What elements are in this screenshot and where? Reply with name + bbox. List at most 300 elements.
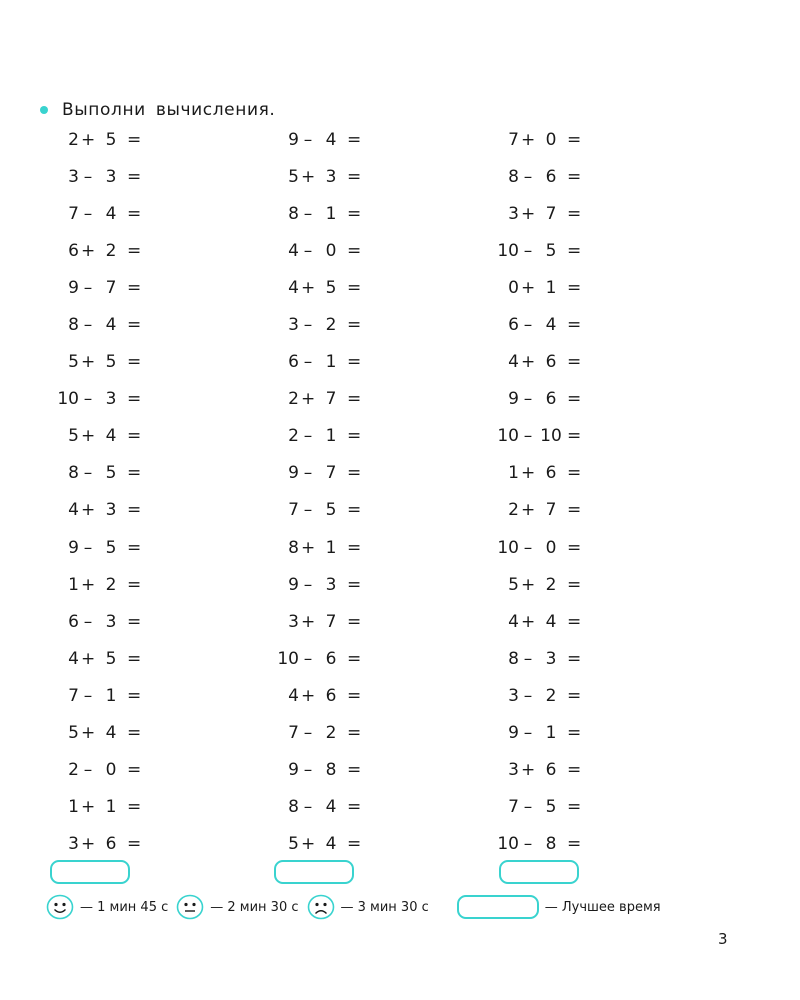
operand-b: 6 <box>545 463 557 484</box>
exercise-row <box>483 715 633 752</box>
operand-a: 10 <box>497 240 519 261</box>
operator: – <box>83 760 93 781</box>
exercise-row <box>483 752 633 789</box>
exercise-row <box>263 195 413 232</box>
operator: – <box>523 537 533 558</box>
equals-sign: = <box>567 797 582 818</box>
exercise-row <box>263 752 413 789</box>
operator: – <box>523 723 533 744</box>
sad-face-icon <box>307 894 335 920</box>
exercise-row <box>263 121 413 158</box>
exercise-row <box>263 715 413 752</box>
equals-sign: = <box>567 500 582 521</box>
equals-sign: = <box>347 797 362 818</box>
operand-b: 6 <box>545 389 557 410</box>
equals-sign: = <box>127 537 142 558</box>
time-box-column-1[interactable] <box>50 860 130 884</box>
operand-a: 7 <box>288 723 299 744</box>
operator: + <box>81 352 96 373</box>
equals-sign: = <box>567 277 582 298</box>
operator: – <box>83 315 93 336</box>
operand-a: 1 <box>68 797 79 818</box>
equals-sign: = <box>347 426 362 447</box>
exercise-row <box>483 232 633 269</box>
operator: + <box>521 760 536 781</box>
operand-a: 10 <box>57 389 79 410</box>
exercise-row <box>43 566 193 603</box>
operator: – <box>83 611 93 632</box>
best-time-box[interactable] <box>457 895 539 919</box>
operand-b: 0 <box>545 537 557 558</box>
operand-a: 6 <box>68 240 79 261</box>
operator: – <box>303 463 313 484</box>
equals-sign: = <box>347 389 362 410</box>
operand-b: 2 <box>545 685 557 706</box>
operand-b: 7 <box>325 463 337 484</box>
operand-a: 2 <box>68 760 79 781</box>
exercise-row <box>483 603 633 640</box>
operator: – <box>303 500 313 521</box>
operand-b: 0 <box>105 760 117 781</box>
operand-a: 2 <box>288 426 299 447</box>
legend-neutral-text: — 2 мин 30 с <box>210 899 299 915</box>
exercise-row <box>263 677 413 714</box>
operand-b: 2 <box>545 574 557 595</box>
operand-b: 1 <box>545 723 557 744</box>
operand-b: 7 <box>325 389 337 410</box>
equals-sign: = <box>127 352 142 373</box>
task-header <box>40 98 275 122</box>
operand-b: 7 <box>105 277 117 298</box>
exercise-row <box>43 677 193 714</box>
exercise-row <box>483 455 633 492</box>
operand-b: 3 <box>105 611 117 632</box>
operand-b: 2 <box>325 723 337 744</box>
equals-sign: = <box>347 834 362 855</box>
equals-sign: = <box>127 574 142 595</box>
operand-a: 10 <box>277 648 299 669</box>
equals-sign: = <box>127 426 142 447</box>
operator: + <box>81 648 96 669</box>
operand-b: 5 <box>105 463 117 484</box>
operand-a: 7 <box>68 685 79 706</box>
operand-b: 1 <box>325 426 337 447</box>
operand-b: 7 <box>545 500 557 521</box>
neutral-face-icon <box>176 894 204 920</box>
equals-sign: = <box>567 352 582 373</box>
operator: + <box>521 277 536 298</box>
exercise-row <box>263 232 413 269</box>
operand-a: 8 <box>68 463 79 484</box>
operator: – <box>83 463 93 484</box>
exercise-row <box>263 566 413 603</box>
operand-a: 3 <box>508 203 519 224</box>
operand-b: 3 <box>105 389 117 410</box>
operator: – <box>83 277 93 298</box>
operator: + <box>81 500 96 521</box>
legend-item-happy <box>46 894 168 920</box>
exercise-row <box>43 344 193 381</box>
equals-sign: = <box>347 611 362 632</box>
operand-b: 2 <box>325 315 337 336</box>
equals-sign: = <box>347 685 362 706</box>
operand-b: 7 <box>545 203 557 224</box>
exercise-row <box>43 158 193 195</box>
operator: + <box>521 500 536 521</box>
operand-a: 3 <box>508 685 519 706</box>
exercise-row <box>483 158 633 195</box>
equals-sign: = <box>567 463 582 484</box>
operand-b: 1 <box>325 352 337 373</box>
operand-b: 4 <box>105 426 117 447</box>
operand-b: 10 <box>540 426 562 447</box>
legend-item-sad <box>307 894 429 920</box>
equals-sign: = <box>567 834 582 855</box>
operand-b: 5 <box>105 129 117 150</box>
exercise-row <box>43 529 193 566</box>
operand-a: 2 <box>508 500 519 521</box>
exercise-row <box>43 195 193 232</box>
operand-a: 10 <box>497 426 519 447</box>
equals-sign: = <box>567 315 582 336</box>
time-legend <box>46 894 661 920</box>
equals-sign: = <box>127 240 142 261</box>
operand-a: 9 <box>288 760 299 781</box>
operand-a: 8 <box>288 203 299 224</box>
operand-b: 5 <box>105 537 117 558</box>
operand-a: 5 <box>68 723 79 744</box>
exercise-row <box>43 752 193 789</box>
equals-sign: = <box>347 463 362 484</box>
exercise-row <box>483 344 633 381</box>
operator: + <box>521 203 536 224</box>
exercise-column-3 <box>483 121 633 863</box>
equals-sign: = <box>347 760 362 781</box>
legend-sad-text: — 3 мин 30 с <box>340 899 429 915</box>
operand-a: 9 <box>508 723 519 744</box>
operand-b: 4 <box>105 203 117 224</box>
operand-b: 8 <box>545 834 557 855</box>
operand-a: 5 <box>288 834 299 855</box>
equals-sign: = <box>127 611 142 632</box>
exercise-row <box>43 603 193 640</box>
operand-b: 3 <box>105 166 117 187</box>
operator: + <box>521 129 536 150</box>
exercise-row <box>263 492 413 529</box>
equals-sign: = <box>127 685 142 706</box>
best-time-label: — Лучшее время <box>544 899 661 915</box>
equals-sign: = <box>127 389 142 410</box>
equals-sign: = <box>347 203 362 224</box>
equals-sign: = <box>127 500 142 521</box>
operator: + <box>81 574 96 595</box>
operand-a: 8 <box>288 537 299 558</box>
operator: – <box>523 685 533 706</box>
equals-sign: = <box>347 277 362 298</box>
equals-sign: = <box>127 463 142 484</box>
equals-sign: = <box>347 166 362 187</box>
operand-a: 7 <box>508 129 519 150</box>
operator: – <box>83 203 93 224</box>
exercise-row <box>43 381 193 418</box>
exercise-column-1 <box>43 121 193 863</box>
exercise-row <box>483 121 633 158</box>
operator: + <box>301 277 316 298</box>
operator: – <box>303 352 313 373</box>
time-box-column-2[interactable] <box>274 860 354 884</box>
equals-sign: = <box>127 648 142 669</box>
equals-sign: = <box>567 426 582 447</box>
operator: + <box>81 723 96 744</box>
exercise-row <box>263 269 413 306</box>
operator: – <box>303 648 313 669</box>
equals-sign: = <box>127 723 142 744</box>
equals-sign: = <box>347 240 362 261</box>
exercise-row <box>483 492 633 529</box>
operator: – <box>303 315 313 336</box>
operator: + <box>301 537 316 558</box>
operand-b: 1 <box>545 277 557 298</box>
operand-b: 6 <box>545 166 557 187</box>
operator: – <box>523 797 533 818</box>
operand-a: 3 <box>68 166 79 187</box>
exercise-row <box>43 789 193 826</box>
exercise-row <box>483 677 633 714</box>
operand-b: 4 <box>325 834 337 855</box>
operand-a: 5 <box>288 166 299 187</box>
operand-b: 2 <box>105 574 117 595</box>
exercise-row <box>263 529 413 566</box>
equals-sign: = <box>347 723 362 744</box>
equals-sign: = <box>567 574 582 595</box>
operator: + <box>301 834 316 855</box>
exercise-row <box>43 121 193 158</box>
operand-b: 1 <box>325 203 337 224</box>
operand-a: 9 <box>68 277 79 298</box>
operand-b: 0 <box>545 129 557 150</box>
equals-sign: = <box>567 129 582 150</box>
exercise-row <box>263 789 413 826</box>
exercise-row <box>43 826 193 863</box>
exercise-row <box>263 158 413 195</box>
exercise-row <box>43 232 193 269</box>
operator: + <box>81 834 96 855</box>
operator: – <box>83 537 93 558</box>
operator: – <box>83 166 93 187</box>
operand-b: 5 <box>325 277 337 298</box>
exercise-row <box>263 826 413 863</box>
exercise-row <box>43 269 193 306</box>
exercise-row <box>263 455 413 492</box>
exercise-row <box>263 306 413 343</box>
exercise-row <box>43 640 193 677</box>
time-box-column-3[interactable] <box>499 860 579 884</box>
operand-b: 7 <box>325 611 337 632</box>
equals-sign: = <box>567 723 582 744</box>
operator: + <box>81 129 96 150</box>
equals-sign: = <box>347 574 362 595</box>
operand-a: 1 <box>508 463 519 484</box>
equals-sign: = <box>567 203 582 224</box>
equals-sign: = <box>347 352 362 373</box>
exercise-row <box>483 640 633 677</box>
operand-b: 6 <box>105 834 117 855</box>
operand-b: 5 <box>105 352 117 373</box>
equals-sign: = <box>567 166 582 187</box>
operand-a: 0 <box>508 277 519 298</box>
operator: + <box>81 240 96 261</box>
operator: – <box>83 389 93 410</box>
operator: + <box>81 797 96 818</box>
operand-b: 6 <box>545 760 557 781</box>
operand-b: 5 <box>545 797 557 818</box>
operand-a: 4 <box>508 611 519 632</box>
exercise-row <box>43 306 193 343</box>
operand-a: 2 <box>288 389 299 410</box>
operand-a: 3 <box>288 315 299 336</box>
operator: + <box>301 611 316 632</box>
operand-a: 6 <box>508 315 519 336</box>
equals-sign: = <box>347 648 362 669</box>
operand-a: 4 <box>288 685 299 706</box>
exercise-row <box>43 455 193 492</box>
equals-sign: = <box>347 315 362 336</box>
operator: – <box>303 203 313 224</box>
task-title: Выполни вычисления. <box>62 100 276 120</box>
exercise-row <box>263 344 413 381</box>
exercise-row <box>43 492 193 529</box>
operator: + <box>521 611 536 632</box>
operand-b: 2 <box>105 240 117 261</box>
exercise-row <box>43 715 193 752</box>
operand-a: 3 <box>508 760 519 781</box>
operand-a: 4 <box>508 352 519 373</box>
operand-a: 9 <box>508 389 519 410</box>
exercise-row <box>483 306 633 343</box>
operand-a: 9 <box>288 574 299 595</box>
equals-sign: = <box>347 537 362 558</box>
equals-sign: = <box>567 648 582 669</box>
operator: – <box>523 426 533 447</box>
operand-b: 6 <box>545 352 557 373</box>
operand-b: 3 <box>105 500 117 521</box>
page-number: 3 <box>718 930 728 948</box>
operand-a: 7 <box>508 797 519 818</box>
equals-sign: = <box>567 685 582 706</box>
operand-a: 8 <box>508 166 519 187</box>
exercise-row <box>483 529 633 566</box>
operand-b: 5 <box>545 240 557 261</box>
operator: – <box>523 834 533 855</box>
operator: – <box>303 574 313 595</box>
operand-a: 8 <box>508 648 519 669</box>
operator: – <box>523 315 533 336</box>
operand-a: 9 <box>68 537 79 558</box>
operand-a: 9 <box>288 463 299 484</box>
exercise-row <box>483 269 633 306</box>
operand-b: 4 <box>325 797 337 818</box>
exercise-row <box>483 826 633 863</box>
equals-sign: = <box>567 537 582 558</box>
operand-a: 10 <box>497 537 519 558</box>
operator: + <box>301 685 316 706</box>
operand-b: 4 <box>105 723 117 744</box>
exercise-column-2 <box>263 121 413 863</box>
equals-sign: = <box>347 129 362 150</box>
operand-a: 7 <box>288 500 299 521</box>
equals-sign: = <box>127 315 142 336</box>
exercise-row <box>483 195 633 232</box>
operand-b: 6 <box>325 648 337 669</box>
operand-b: 4 <box>545 315 557 336</box>
legend-happy-text: — 1 мин 45 с <box>80 899 169 915</box>
bullet-icon <box>40 106 48 114</box>
equals-sign: = <box>127 760 142 781</box>
operator: + <box>301 389 316 410</box>
operand-a: 5 <box>508 574 519 595</box>
operand-b: 1 <box>105 797 117 818</box>
exercise-row <box>263 381 413 418</box>
exercise-row <box>43 418 193 455</box>
operand-b: 3 <box>545 648 557 669</box>
happy-face-icon <box>46 894 74 920</box>
operator: – <box>83 685 93 706</box>
operand-b: 3 <box>325 574 337 595</box>
operator: – <box>523 240 533 261</box>
exercise-row <box>483 418 633 455</box>
operand-a: 4 <box>288 277 299 298</box>
operand-b: 4 <box>325 129 337 150</box>
equals-sign: = <box>127 797 142 818</box>
operator: – <box>303 129 313 150</box>
exercise-row <box>483 789 633 826</box>
legend-item-neutral <box>176 894 298 920</box>
operand-b: 6 <box>325 685 337 706</box>
operand-b: 0 <box>325 240 337 261</box>
operator: – <box>523 389 533 410</box>
equals-sign: = <box>567 389 582 410</box>
operator: – <box>523 166 533 187</box>
operator: + <box>521 463 536 484</box>
operand-a: 4 <box>68 500 79 521</box>
operand-b: 3 <box>325 166 337 187</box>
operand-b: 5 <box>105 648 117 669</box>
operator: – <box>303 797 313 818</box>
operand-a: 4 <box>288 240 299 261</box>
operand-a: 4 <box>68 648 79 669</box>
exercise-row <box>263 418 413 455</box>
operand-a: 6 <box>288 352 299 373</box>
equals-sign: = <box>567 760 582 781</box>
operand-b: 1 <box>105 685 117 706</box>
operand-b: 4 <box>545 611 557 632</box>
exercise-row <box>483 381 633 418</box>
operand-a: 7 <box>68 203 79 224</box>
equals-sign: = <box>127 277 142 298</box>
operand-a: 10 <box>497 834 519 855</box>
operand-b: 8 <box>325 760 337 781</box>
operand-b: 1 <box>325 537 337 558</box>
equals-sign: = <box>567 240 582 261</box>
operator: – <box>303 760 313 781</box>
operand-a: 2 <box>68 129 79 150</box>
equals-sign: = <box>567 611 582 632</box>
operand-a: 5 <box>68 352 79 373</box>
operator: + <box>521 574 536 595</box>
exercise-row <box>263 603 413 640</box>
operand-a: 3 <box>288 611 299 632</box>
operand-a: 5 <box>68 426 79 447</box>
